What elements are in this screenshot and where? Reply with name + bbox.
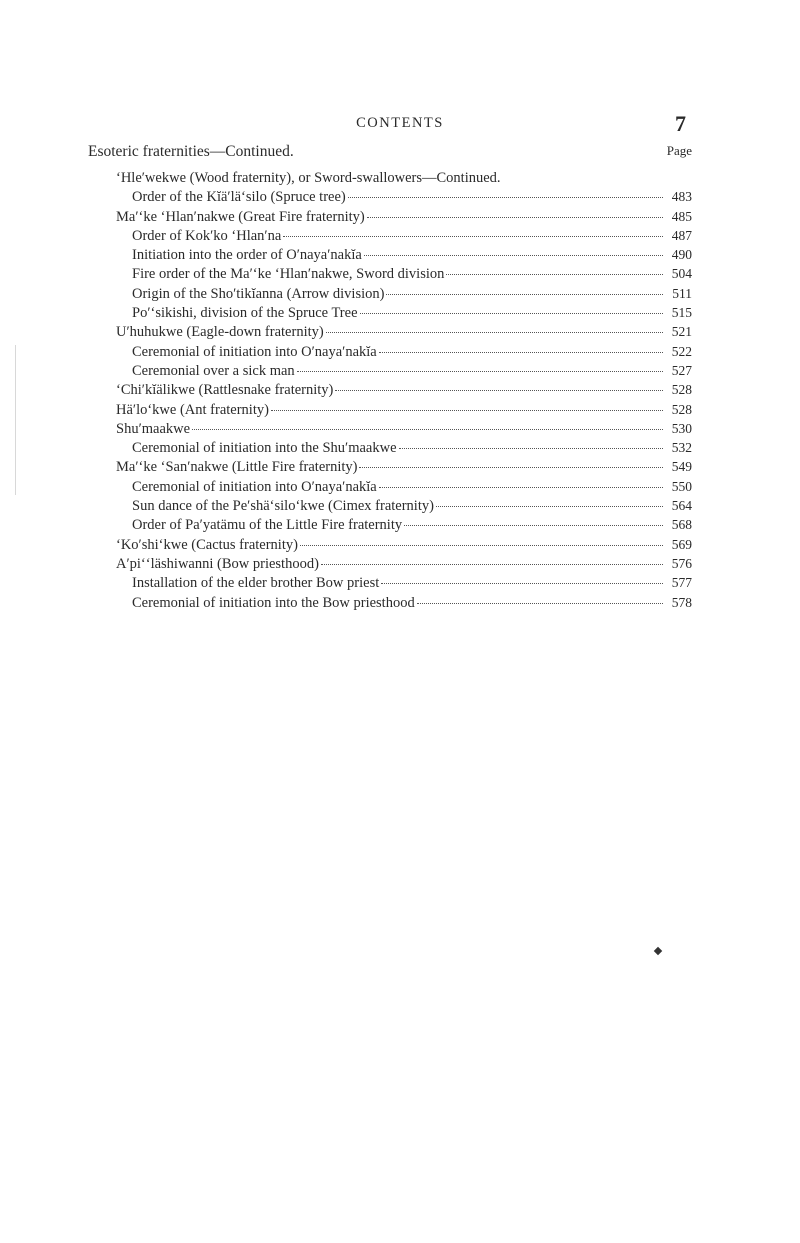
entry-page-number: 578 — [671, 594, 692, 610]
dot-leader — [326, 332, 663, 333]
page-column-label: Page — [666, 143, 692, 158]
contents-entry — [88, 382, 692, 401]
entry-page-number: 532 — [671, 440, 692, 456]
dot-leader — [297, 371, 663, 372]
entry-title: Ceremonial of initiation into Oʹnayaʹnakĭa — [132, 343, 377, 360]
entry-title: Order of Kokʹko ʻHlanʹna — [132, 227, 282, 244]
entry-page-number: 530 — [671, 420, 692, 436]
entry-page-number: 504 — [671, 266, 692, 282]
dot-leader — [386, 294, 663, 295]
contents-entry — [88, 189, 692, 208]
contents-entry — [88, 537, 692, 556]
contents-entry — [88, 170, 692, 189]
dot-leader — [321, 564, 663, 565]
contents-entry — [88, 344, 692, 363]
entry-title: Ceremonial over a sick man — [132, 362, 295, 379]
contents-entry — [88, 575, 692, 594]
entry-title: Häʹloʻkwe (Ant fraternity) — [116, 401, 269, 418]
dot-leader — [381, 583, 663, 584]
dot-leader — [192, 429, 663, 430]
dot-leader — [379, 352, 663, 353]
entry-title: Shuʹmaakwe — [116, 420, 191, 437]
entry-title: Ceremonial of initiation into the Shuʹmaakwe — [132, 440, 397, 457]
dot-leader — [335, 390, 663, 391]
contents-entry — [88, 440, 692, 459]
dot-leader — [404, 525, 663, 526]
dot-leader — [367, 217, 663, 218]
entry-page-number: 527 — [671, 362, 692, 378]
contents-entry — [88, 421, 692, 440]
contents-entry — [88, 228, 692, 247]
entry-page-number: 515 — [671, 305, 692, 321]
contents-entry — [88, 305, 692, 324]
entry-title: Ceremonial of initiation into the Bow priesthood — [132, 594, 415, 611]
dot-leader — [348, 197, 663, 198]
contents-entry — [88, 498, 692, 517]
contents-entry — [88, 266, 692, 285]
contents-entry — [88, 247, 692, 266]
contents-entry — [88, 459, 692, 478]
dot-leader — [271, 410, 663, 411]
entry-title: Poʹʻsikishi, division of the Spruce Tree — [132, 305, 358, 322]
entry-title: Aʹpiʻʻläshiwanni (Bow priesthood) — [116, 555, 319, 572]
entry-page-number: 564 — [671, 498, 692, 514]
gutter-shadow — [15, 345, 16, 495]
contents-entry — [88, 556, 692, 575]
entry-page-number: 511 — [672, 285, 692, 301]
contents-entry — [88, 479, 692, 498]
entry-page-number: 568 — [671, 517, 692, 533]
dot-leader — [300, 545, 663, 546]
entry-page-number: 483 — [671, 189, 692, 205]
entry-page-number: 487 — [671, 227, 692, 243]
entry-title: ʻKoʹshiʻkwe (Cactus fraternity) — [116, 536, 298, 553]
contents-entry — [88, 595, 692, 614]
dot-leader — [436, 506, 663, 507]
entry-page-number: 485 — [671, 208, 692, 224]
entry-page-number: 577 — [671, 575, 692, 591]
entry-title: Fire order of the Maʹʻke ʻHlanʹnakwe, Sword division — [132, 266, 445, 283]
entry-title: ʻChiʹkĭälikwe (Rattlesnake fraternity) — [116, 382, 334, 399]
contents-list — [88, 170, 692, 614]
contents-entry — [88, 324, 692, 343]
contents-column-header — [88, 143, 692, 163]
entry-title: Order of the Kĭäʹläʻsilo (Spruce tree) — [132, 189, 346, 206]
running-title: CONTENTS — [356, 115, 444, 131]
entry-page-number: 569 — [671, 536, 692, 552]
entry-title: Uʹhuhukwe (Eagle-down fraternity) — [116, 324, 324, 341]
dot-leader — [399, 448, 663, 449]
page-number: 7 — [675, 111, 686, 136]
entry-title: Maʹʻke ʻSanʹnakwe (Little Fire fraternity) — [116, 459, 358, 476]
dot-leader — [417, 603, 663, 604]
entry-page-number: 521 — [671, 324, 692, 340]
entry-title: Installation of the elder brother Bow priest — [132, 575, 380, 592]
entry-page-number: 576 — [671, 555, 692, 571]
dot-leader — [364, 255, 663, 256]
entry-page-number: 522 — [671, 343, 692, 359]
contents-entry — [88, 402, 692, 421]
dot-leader — [379, 487, 663, 488]
entry-title: Maʹʻke ʻHlanʹnakwe (Great Fire fraternity) — [116, 208, 365, 225]
dot-leader — [283, 236, 663, 237]
entry-title: Order of Paʹyatämu of the Little Fire fraternity — [132, 517, 403, 534]
contents-entry — [88, 286, 692, 305]
dot-leader — [359, 467, 663, 468]
entry-page-number: 528 — [671, 401, 692, 417]
entry-title: Ceremonial of initiation into Oʹnayaʹnakĭa — [132, 478, 377, 495]
ink-speck — [654, 947, 662, 955]
entry-title: Origin of the Shoʹtikĭanna (Arrow division) — [132, 285, 385, 302]
entry-page-number: 549 — [671, 459, 692, 475]
section-heading: Esoteric fraternities—Continued. — [88, 143, 294, 160]
entry-page-number: 528 — [671, 382, 692, 398]
running-head — [0, 113, 800, 137]
entry-page-number: 550 — [671, 478, 692, 494]
dot-leader — [446, 274, 663, 275]
entry-page-number: 490 — [671, 247, 692, 263]
contents-entry — [88, 363, 692, 382]
contents-entry — [88, 209, 692, 228]
contents-entry — [88, 517, 692, 536]
entry-title: ʻHleʹwekwe (Wood fraternity), or Sword-swallowers—Continued. — [116, 170, 501, 186]
dot-leader — [360, 313, 663, 314]
entry-title: Initiation into the order of Oʹnayaʹnakĭa — [132, 247, 362, 264]
entry-title: Sun dance of the Peʹshäʻsiloʻkwe (Cimex fraternity) — [132, 498, 434, 515]
